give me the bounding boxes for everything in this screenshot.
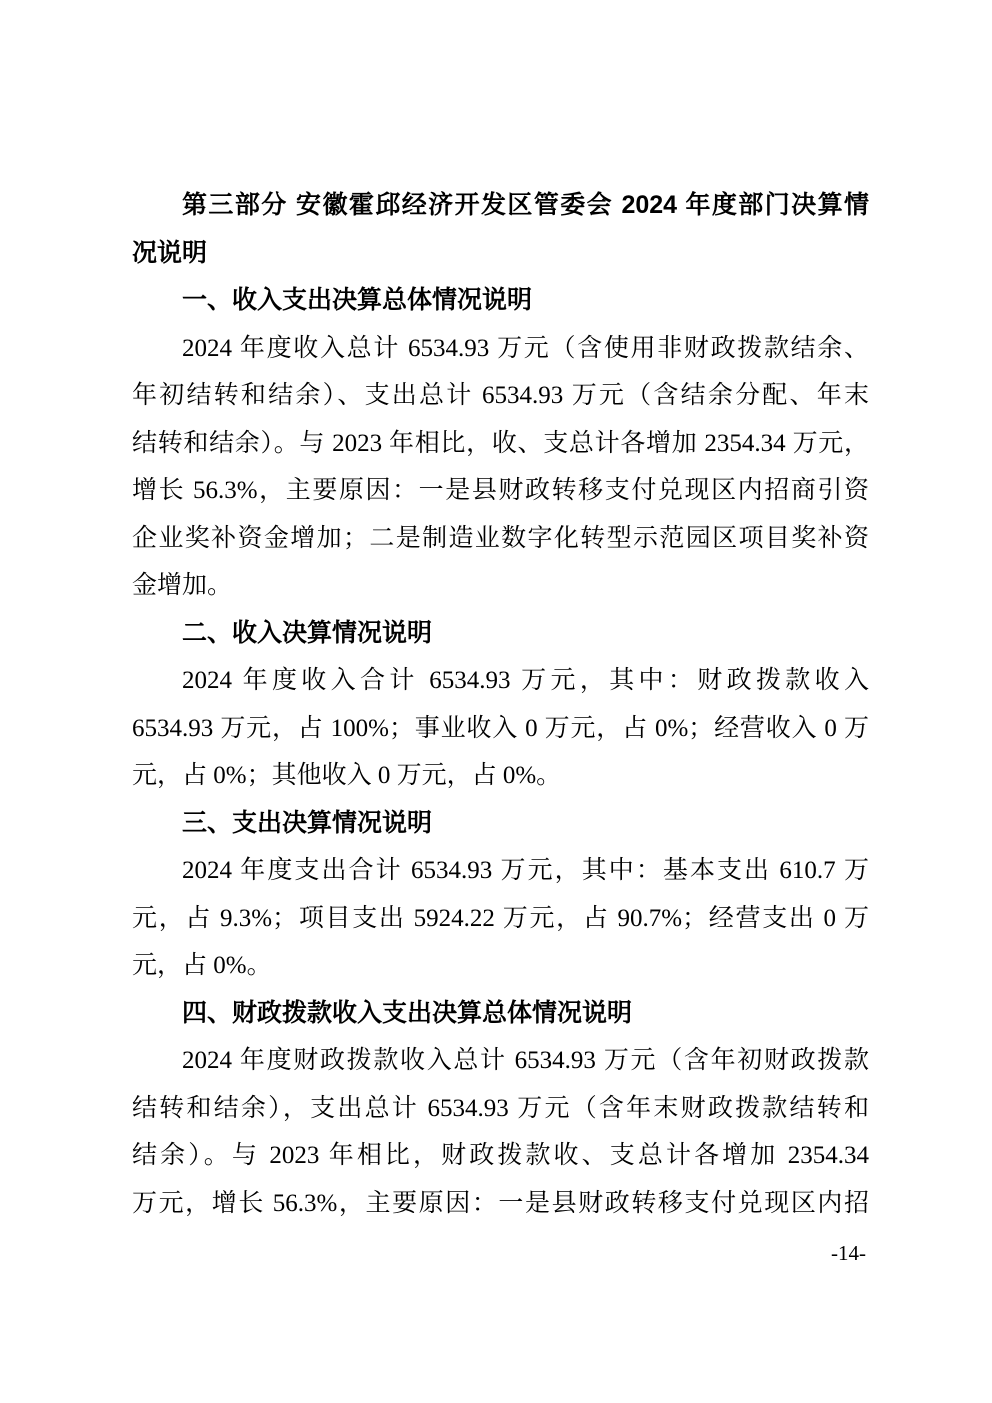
section-3-paragraph-line-2: 元，占 9.3%；项目支出 5924.22 万元，占 90.7%；经营支出 0 万 (132, 904, 869, 932)
section-1-paragraph-line-2: 年初结转和结余）、支出总计 6534.93 万元（含结余分配、年末 (132, 382, 869, 409)
section-4-paragraph-line-4: 万元，增长 56.3%，主要原因：一是县财政转移支付兑现区内招 (132, 1189, 869, 1217)
page-number: -14- (831, 1241, 866, 1265)
section-3-paragraph-line-3: 元，占 0%。 (132, 952, 272, 979)
section-1-paragraph-line-6: 金增加。 (132, 572, 233, 599)
section-1-paragraph-line-5: 企业奖补资金增加；二是制造业数字化转型示范园区项目奖补资 (132, 524, 869, 552)
section-3-paragraph-line-1: 2024 年度支出合计 6534.93 万元，其中：基本支出 610.7 万 (182, 857, 869, 884)
section-1-paragraph-line-4: 增长 56.3%，主要原因：一是县财政转移支付兑现区内招商引资 (132, 477, 869, 504)
section-1-heading: 一、收入支出决算总体情况说明 (182, 286, 533, 314)
document-content (132, 182, 869, 1227)
section-2-heading: 二、收入决算情况说明 (182, 618, 433, 647)
section-1-paragraph-line-3: 结转和结余）。与 2023 年相比，收、支总计各增加 2354.34 万元， (132, 429, 869, 457)
section-4-heading: 四、财政拨款收入支出决算总体情况说明 (182, 998, 633, 1027)
document-title-line-2: 况说明 (132, 238, 208, 267)
section-1-paragraph-line-1: 2024 年度收入总计 6534.93 万元（含使用非财政拨款结余、 (182, 334, 869, 362)
section-2-paragraph-line-1: 2024 年度收入合计 6534.93 万元，其中：财政拨款收入 (182, 667, 869, 694)
section-2-paragraph-line-2: 6534.93 万元，占 100%；事业收入 0 万元，占 0%；经营收入 0 万 (132, 714, 869, 742)
section-2-paragraph-line-3: 元，占 0%；其他收入 0 万元，占 0%。 (132, 762, 562, 789)
section-3-heading: 三、支出决算情况说明 (182, 808, 433, 837)
section-4-paragraph-line-1: 2024 年度财政拨款收入总计 6534.93 万元（含年初财政拨款 (182, 1047, 869, 1074)
section-4-paragraph-line-3: 结余）。与 2023 年相比，财政拨款收、支总计各增加 2354.34 (132, 1142, 869, 1169)
document-title-line-1: 第三部分 安徽霍邱经济开发区管委会 2024 年度部门决算情 (182, 191, 869, 219)
section-4-paragraph-line-2: 结转和结余），支出总计 6534.93 万元（含年末财政拨款结转和 (132, 1094, 869, 1122)
